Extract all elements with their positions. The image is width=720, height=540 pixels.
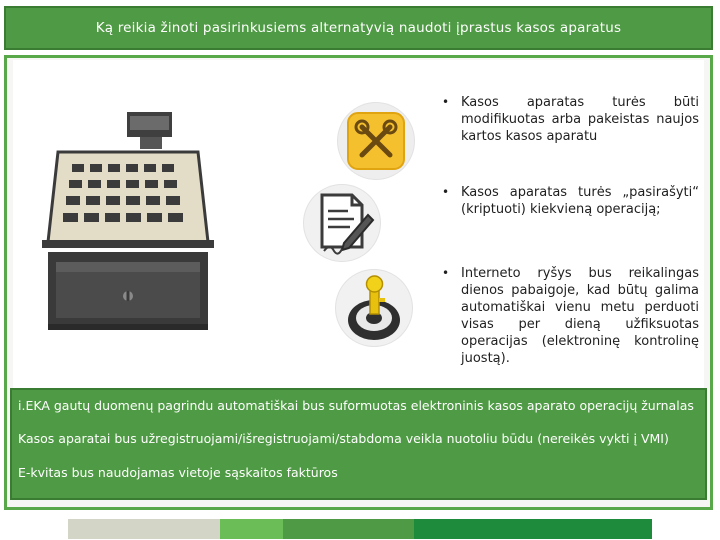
info-line: i.EKA gautų duomenų pagrindu automatiškai bus suformuotas elektroninis kasos aparato operacijų žurnalas — [18, 398, 694, 413]
footer-strip-segment — [283, 519, 414, 539]
cash-register-icon — [22, 112, 222, 346]
info-line: E-kvitas bus naudojamas vietoje sąskaitos faktūros — [18, 465, 338, 480]
bullet-item: • Interneto ryšys bus reikalingas dienos pabaigoje, kad būtų galima automatiškai vienu metu perduoti visas per dieną užfiksuotas operacijas (elektroninę kontrolinę juostą). — [440, 265, 699, 367]
footer-strip-segment — [220, 519, 283, 539]
signed-document-icon — [304, 185, 380, 261]
info-box — [10, 388, 707, 500]
key-at-sign-icon — [336, 270, 412, 346]
footer-strip-segment — [414, 519, 652, 539]
title-bar — [4, 6, 713, 50]
bullet-item: • Kasos aparatas turės būti modifikuotas arba pakeistas naujos kartos kasos aparatu — [440, 94, 699, 145]
footer-strip-segment — [68, 519, 220, 539]
tools-icon — [338, 103, 414, 179]
page-title: Ką reikia žinoti pasirinkusiems alternatyvią naudoti įprastus kasos aparatus — [95, 20, 622, 36]
bullet-item: • Kasos aparatas turės „pasirašyti“ (kriptuoti) kiekvieną operaciją; — [440, 184, 699, 218]
info-line: Kasos aparatai bus užregistruojami/išregistruojami/stabdoma veikla nuotoliu būdu (nereikės vykti į VMI) — [18, 431, 669, 446]
